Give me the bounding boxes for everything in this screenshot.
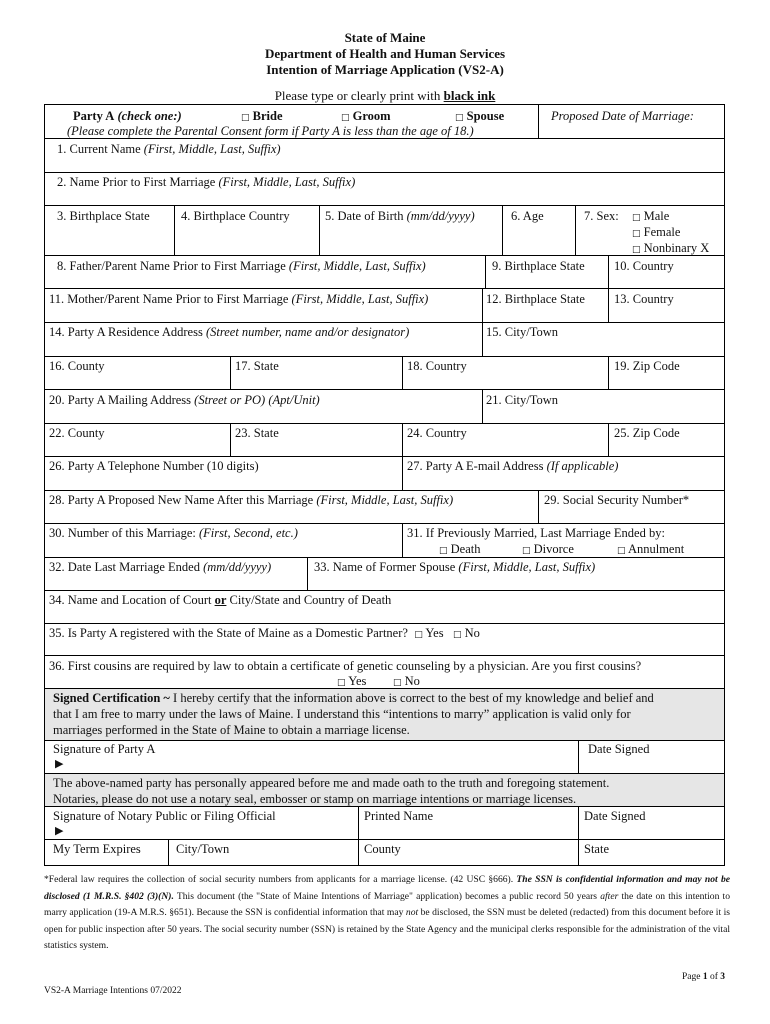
first-cousins-no-option[interactable]: □ No	[393, 674, 420, 688]
marriage-number-field[interactable]: 30. Number of this Marriage: (First, Second, etc.)	[49, 526, 298, 540]
domestic-partner-question: 35. Is Party A registered with the State of Maine as a Domestic Partner? □ Yes □ No	[49, 626, 480, 640]
certification-text-line2: that I am free to marry under the laws of Maine. I understand this “intentions to marry” application is valid only for	[53, 707, 631, 721]
party-a-label: Party A (check one:)	[73, 109, 182, 123]
father-country-field[interactable]: 10. Country	[614, 259, 674, 273]
signature-arrow-icon: ▶	[55, 758, 64, 770]
ink-instruction: Please type or clearly print with black ink	[274, 88, 496, 103]
residence-zip-field[interactable]: 19. Zip Code	[614, 359, 680, 373]
ssn-footnote: *Federal law requires the collection of social security numbers from applicants for a marriage license. (42 USC §666). The SSN is confidential information and may not be disclosed (1 M.R.S. §402 (3)(N). This document (the "State of Maine Intentions of Marriage" application) becomes a public record 50 years after the date on this intention to marry application (19-A M.R.S. §651). Because the SSN is confidential information that may not be disclosed, the SSN must be deleted (redacted) from this document before it is open for public inspection after 50 years. The social security number (SSN) is retained by the State Agency and the municipal clerks responsible for the administration of the vital statistics system.	[44, 874, 731, 951]
ended-divorce-option[interactable]: □ Divorce	[522, 542, 574, 556]
birthplace-country-field[interactable]: 4. Birthplace Country	[181, 209, 290, 223]
first-cousins-yes-option[interactable]: □ Yes	[337, 674, 367, 688]
residence-state-field[interactable]: 17. State	[235, 359, 279, 373]
party-a-signature-field[interactable]: Signature of Party A	[53, 742, 156, 756]
notary-city-field[interactable]: City/Town	[176, 842, 230, 856]
first-cousins-question: 36. First cousins are required by law to obtain a certificate of genetic counseling by a physician. Are you first cousins?	[49, 659, 642, 673]
mailing-country-field[interactable]: 24. Country	[407, 426, 467, 440]
spouse-option[interactable]: □ Spouse	[455, 109, 505, 123]
department-title: Department of Health and Human Services	[264, 46, 506, 61]
party-a-date-signed-field[interactable]: Date Signed	[588, 742, 650, 756]
mailing-state-field[interactable]: 23. State	[235, 426, 279, 440]
notary-state-field[interactable]: State	[584, 842, 609, 856]
mother-country-field[interactable]: 13. Country	[614, 292, 674, 306]
notary-statement-line1: The above-named party has personally appeared before me and made oath to the truth and foregoing statement.	[53, 776, 610, 790]
ended-death-option[interactable]: □ Death	[439, 542, 481, 556]
age-field[interactable]: 6. Age	[511, 209, 544, 223]
date-last-marriage-ended-field[interactable]: 32. Date Last Marriage Ended (mm/dd/yyyy)	[49, 560, 272, 574]
parental-consent-note: (Please complete the Parental Consent form if Party A is less than the age of 18.)	[67, 124, 474, 138]
bride-option[interactable]: □ Bride	[241, 109, 283, 123]
residence-country-field[interactable]: 18. Country	[407, 359, 467, 373]
groom-option[interactable]: □ Groom	[341, 109, 391, 123]
name-prior-field[interactable]: 2. Name Prior to First Marriage (First, Middle, Last, Suffix)	[57, 175, 356, 189]
certification-text-line3: marriages performed in the State of Maine to obtain a marriage license.	[53, 723, 410, 737]
notary-arrow-icon: ▶	[55, 825, 64, 837]
sex-male-option[interactable]: □ Male	[632, 209, 670, 223]
father-name-field[interactable]: 8. Father/Parent Name Prior to First Marriage (First, Middle, Last, Suffix)	[57, 259, 426, 273]
mailing-address-field[interactable]: 20. Party A Mailing Address (Street or PO) (Apt/Unit)	[49, 393, 320, 407]
mailing-city-field[interactable]: 21. City/Town	[486, 393, 559, 407]
ended-annulment-option[interactable]: □ Annulment	[617, 542, 685, 556]
birthplace-state-field[interactable]: 3. Birthplace State	[57, 209, 150, 223]
notary-signature-field[interactable]: Signature of Notary Public or Filing Official	[53, 809, 276, 823]
father-birthplace-state-field[interactable]: 9. Birthplace State	[492, 259, 585, 273]
form-title: Intention of Marriage Application (VS2-A)	[266, 62, 504, 77]
term-expires-field[interactable]: My Term Expires	[53, 842, 141, 856]
sex-label: 7. Sex:	[584, 209, 619, 223]
current-name-field[interactable]: 1. Current Name (First, Middle, Last, Suffix)	[57, 142, 281, 156]
printed-name-field[interactable]: Printed Name	[364, 809, 434, 823]
form-id: VS2-A Marriage Intentions 07/2022	[44, 986, 182, 996]
telephone-field[interactable]: 26. Party A Telephone Number (10 digits)	[49, 459, 259, 473]
proposed-date-field[interactable]: Proposed Date of Marriage:	[551, 109, 694, 123]
state-title: State of Maine	[344, 30, 426, 45]
page-number: Page 1 of 3	[682, 972, 726, 982]
ssn-field[interactable]: 29. Social Security Number*	[544, 493, 690, 507]
mother-birthplace-state-field[interactable]: 12. Birthplace State	[486, 292, 585, 306]
email-field[interactable]: 27. Party A E-mail Address (If applicable)	[407, 459, 619, 473]
date-of-birth-field[interactable]: 5. Date of Birth (mm/dd/yyyy)	[325, 209, 475, 223]
mother-name-field[interactable]: 11. Mother/Parent Name Prior to First Marriage (First, Middle, Last, Suffix)	[49, 292, 429, 306]
mailing-county-field[interactable]: 22. County	[49, 426, 105, 440]
residence-county-field[interactable]: 16. County	[49, 359, 105, 373]
notary-statement-line2: Notaries, please do not use a notary seal, embosser or stamp on marriage intentions or marriage licenses.	[53, 792, 577, 806]
former-spouse-name-field[interactable]: 33. Name of Former Spouse (First, Middle, Last, Suffix)	[314, 560, 596, 574]
notary-date-signed-field[interactable]: Date Signed	[584, 809, 646, 823]
certification-text-line1: Signed Certification ~ I hereby certify that the information above is correct to the best of my knowledge and belief and	[53, 691, 654, 705]
residence-address-field[interactable]: 14. Party A Residence Address (Street number, name and/or designator)	[49, 325, 410, 339]
court-location-field[interactable]: 34. Name and Location of Court or City/State and Country of Death	[49, 593, 392, 607]
mailing-zip-field[interactable]: 25. Zip Code	[614, 426, 680, 440]
sex-nonbinary-option[interactable]: □ Nonbinary X	[632, 241, 710, 255]
last-marriage-ended-label: 31. If Previously Married, Last Marriage Ended by:	[407, 526, 665, 540]
proposed-new-name-field[interactable]: 28. Party A Proposed New Name After this Marriage (First, Middle, Last, Suffix)	[49, 493, 454, 507]
sex-female-option[interactable]: □ Female	[632, 225, 681, 239]
application-form	[44, 104, 725, 866]
residence-city-field[interactable]: 15. City/Town	[486, 325, 559, 339]
notary-county-field[interactable]: County	[364, 842, 401, 856]
